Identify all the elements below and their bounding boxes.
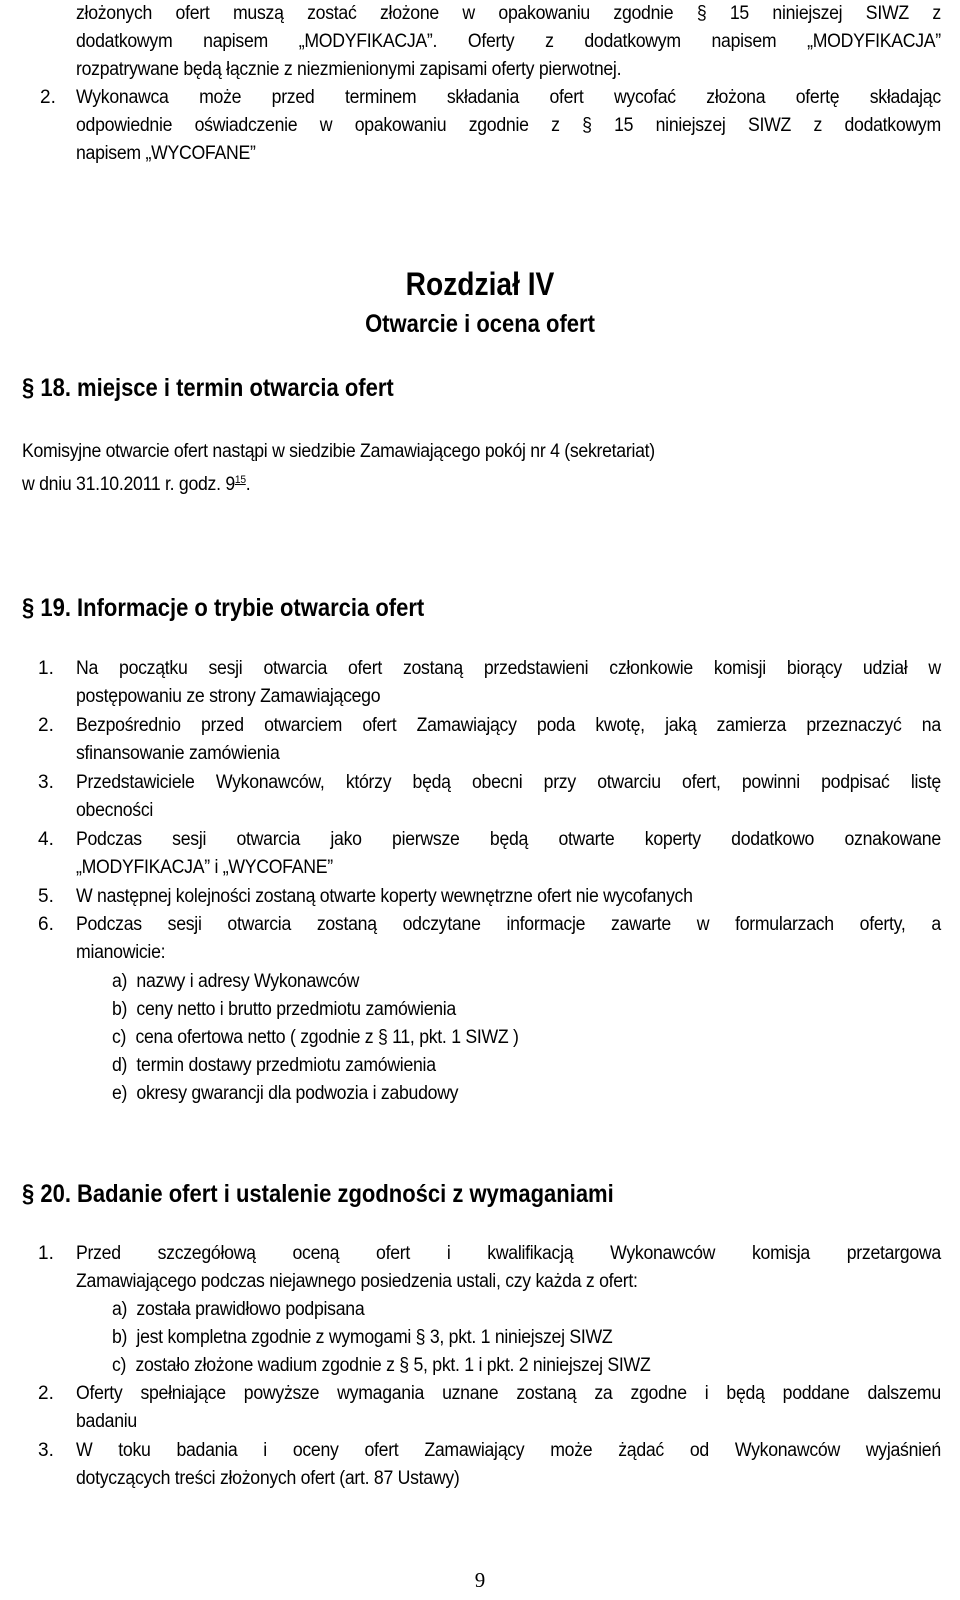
item-number: 2. (38, 1383, 54, 1404)
text-line: badaniu (76, 1411, 137, 1432)
item-number: 1. (38, 658, 54, 679)
sub-item-text: nazwy i adresy Wykonawców (136, 971, 360, 992)
item-number: 2. (40, 87, 56, 108)
list-item (76, 1240, 941, 1296)
sub-item-letter: a) (112, 971, 128, 992)
sub-item-letter: b) (112, 999, 128, 1020)
text-line: Przed szczegółową oceną ofert i kwalifikacją Wykonawców komisja przetargowa (76, 1243, 941, 1264)
sub-item-letter: c) (112, 1355, 127, 1376)
text-end: . (245, 474, 251, 495)
time-minutes: 15 (234, 474, 246, 486)
sub-item (112, 996, 456, 1024)
list-item (76, 883, 941, 911)
section-18-body (22, 438, 915, 499)
list-item (76, 1437, 941, 1493)
sub-item-text: cena ofertowa netto ( zgodnie z § 11, pkt. 1 SIWZ ) (135, 1027, 519, 1048)
sub-item (112, 1052, 436, 1080)
text-line: obecności (76, 800, 154, 821)
text-line: W następnej kolejności zostaną otwarte koperty wewnętrzne ofert nie wycofanych (76, 886, 693, 907)
list-item (76, 712, 941, 768)
text-line (22, 466, 915, 499)
item-number: 3. (38, 772, 54, 793)
text-line: Wykonawca może przed terminem składania ofert wycofać złożona ofertę składając (76, 87, 941, 108)
sub-item-letter: d) (112, 1055, 128, 1076)
list-item (76, 1380, 941, 1436)
continuation-paragraph (76, 0, 941, 84)
text-line: odpowiednie oświadczenie w opakowaniu zgodnie z § 15 niniejszej SIWZ z dodatkowym (76, 115, 941, 136)
section-18-heading: § 18. miejsce i termin otwarcia ofert (22, 374, 394, 402)
sub-item-text: została prawidłowo podpisana (136, 1299, 365, 1320)
text-line: rozpatrywane będą łącznie z niezmienionymi zapisami oferty pierwotnej. (76, 59, 622, 80)
text-line: postępowaniu ze strony Zamawiającego (76, 686, 381, 707)
text-line: Bezpośrednio przed otwarciem ofert Zamawiający poda kwotę, jaką zamierza przeznaczyć na (76, 715, 941, 736)
section-19-heading: § 19. Informacje o trybie otwarcia ofert (22, 594, 425, 622)
sub-item (112, 1296, 364, 1324)
sub-item-letter: a) (112, 1299, 128, 1320)
list-item (76, 769, 941, 825)
text-line: „MODYFIKACJA” i „WYCOFANE” (76, 857, 333, 878)
sub-item (112, 968, 359, 996)
text-line: Na początku sesji otwarcia ofert zostaną przedstawieni członkowie komisji biorący udział w (76, 658, 941, 679)
list-item (76, 826, 941, 882)
list-item (76, 655, 941, 711)
text-line: złożonych ofert muszą zostać złożone w opakowaniu zgodnie § 15 niniejszej SIWZ z (76, 3, 941, 24)
text-line: Podczas sesji otwarcia zostaną odczytane informacje zawarte w formularzach oferty, a (76, 914, 941, 935)
item-number: 1. (38, 1243, 54, 1264)
chapter-subtitle: Otwarcie i ocena ofert (365, 310, 595, 338)
text-line: sfinansowanie zamówienia (76, 743, 280, 764)
item-number: 3. (38, 1440, 54, 1461)
page-number: 9 (474, 1568, 486, 1592)
text-line: Oferty spełniające powyższe wymagania uznane zostaną za zgodne i będą poddane dalszemu (76, 1383, 941, 1404)
text-line: napisem „WYCOFANE” (76, 143, 256, 164)
sub-item (112, 1080, 458, 1108)
sub-item-text: zostało złożone wadium zgodnie z § 5, pkt. 1 i pkt. 2 niniejszej SIWZ (135, 1355, 651, 1376)
sub-item (112, 1024, 519, 1052)
item-number: 6. (38, 914, 54, 935)
list-item (76, 911, 941, 967)
item-number: 4. (38, 829, 54, 850)
sub-item-letter: b) (112, 1327, 128, 1348)
sub-item-text: ceny netto i brutto przedmiotu zamówienia (136, 999, 456, 1020)
text-line: dotyczących treści złożonych ofert (art. 87 Ustawy) (76, 1468, 460, 1489)
text-line: mianowicie: (76, 942, 166, 963)
item-number: 5. (38, 886, 54, 907)
sub-item-text: okresy gwarancji dla podwozia i zabudowy (136, 1083, 459, 1104)
date-text: w dniu 31.10.2011 r. godz. 9 (22, 474, 235, 495)
sub-item-text: jest kompletna zgodnie z wymogami § 3, pkt. 1 niniejszej SIWZ (136, 1327, 613, 1348)
sub-item-text: termin dostawy przedmiotu zamówienia (136, 1055, 436, 1076)
section-20-heading: § 20. Badanie ofert i ustalenie zgodności z wymaganiami (22, 1180, 614, 1208)
text-line: Przedstawiciele Wykonawców, którzy będą obecni przy otwarciu ofert, powinni podpisać listę (76, 772, 941, 793)
sub-item (112, 1352, 650, 1380)
sub-item-letter: c) (112, 1027, 127, 1048)
sub-item (112, 1324, 612, 1352)
text-line: W toku badania i oceny ofert Zamawiający może żądać od Wykonawców wyjaśnień (76, 1440, 941, 1461)
withdrawal-paragraph (76, 84, 941, 168)
text-line: Komisyjne otwarcie ofert nastąpi w siedzibie Zamawiającego pokój nr 4 (sekretariat) (22, 441, 655, 462)
item-number: 2. (38, 715, 54, 736)
text-line: dodatkowym napisem „MODYFIKACJA”. Oferty z dodatkowym napisem „MODYFIKACJA” (76, 31, 941, 52)
chapter-title: Rozdział IV (405, 266, 555, 302)
text-line: Podczas sesji otwarcia jako pierwsze będą otwarte koperty dodatkowo oznakowane (76, 829, 941, 850)
text-line: Zamawiającego podczas niejawnego posiedzenia ustali, czy każda z ofert: (76, 1271, 638, 1292)
sub-item-letter: e) (112, 1083, 128, 1104)
